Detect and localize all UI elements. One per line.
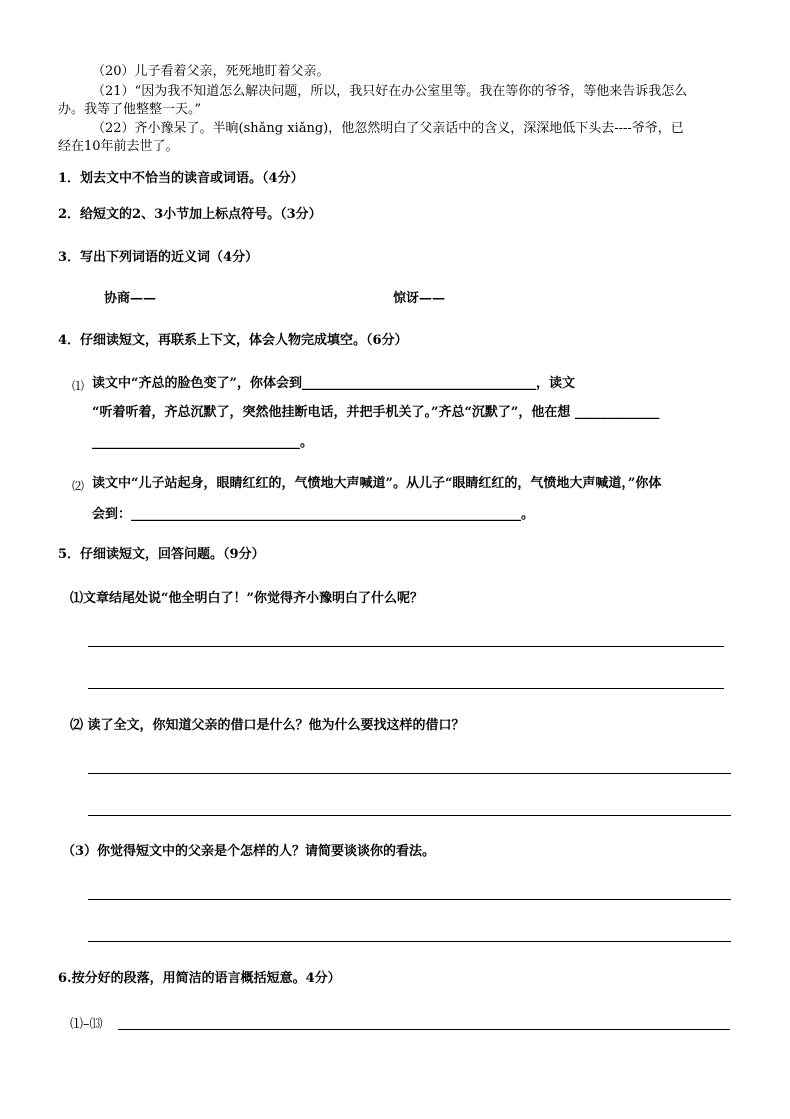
- question-2: 2．给短文的2、3小节加上标点符号。（3分）: [58, 207, 322, 222]
- q4-1-line-3[interactable]: ________________________________。: [92, 435, 314, 450]
- q4-2-line-2[interactable]: 会到：____________________________________________________________。: [92, 507, 535, 522]
- synonym-item-1[interactable]: 协商——: [104, 291, 157, 306]
- answer-line[interactable]: [88, 646, 724, 647]
- answer-line[interactable]: [88, 688, 724, 689]
- passage-paragraph-21: （21）“因为我不知道怎么解决问题，所以，我只好在办公室里等。我在等你的爷爷，等他来告诉我怎么: [92, 84, 688, 99]
- q4-1-line-2[interactable]: “听着听着，齐总沉默了，突然他挂断电话，并把手机关了。”齐总“沉默了”，他在想 _____________: [92, 405, 660, 420]
- synonym-item-2[interactable]: 惊讶——: [393, 291, 446, 306]
- q6-sub-1-label: ⑴–⒀: [70, 1017, 103, 1032]
- q4-1-line-1[interactable]: 读文中“齐总的脸色变了”，你体会到____________________________________，读文: [92, 376, 575, 391]
- answer-line[interactable]: [88, 773, 731, 774]
- question-4: 4．仔细读短文，再联系上下文，体会人物完成填空。（6分）: [58, 333, 408, 348]
- sub-question-number: ⑴: [72, 379, 85, 393]
- question-5: 5．仔细读短文，回答问题。（9分）: [58, 547, 265, 562]
- answer-line[interactable]: [88, 815, 731, 816]
- answer-line[interactable]: [88, 899, 731, 900]
- question-3: 3．写出下列词语的近义词（4分）: [58, 250, 259, 265]
- passage-paragraph-22: （22）齐小豫呆了。半晌(shǎng xiǎng)，他忽然明白了父亲话中的含义，深深地低下头去----爷爷，已: [92, 121, 684, 136]
- q5-sub-3: （3）你觉得短文中的父亲是个怎样的人？请简要谈谈你的看法。: [62, 844, 436, 859]
- q5-sub-2: ⑵ 读了全文，你知道父亲的借口是什么？他为什么要找这样的借口？: [70, 718, 465, 733]
- passage-paragraph-20: （20）儿子看着父亲，死死地盯着父亲。: [92, 64, 330, 79]
- q5-sub-1: ⑴文章结尾处说“他全明白了！”你觉得齐小豫明白了什么呢？: [70, 591, 423, 606]
- sub-question-number: ⑵: [72, 479, 85, 493]
- passage-paragraph-22-cont: 经在10年前去世了。: [58, 139, 179, 154]
- q4-2-line-1[interactable]: 读文中“儿子站起身，眼睛红红的，气愤地大声喊道”。从儿子“眼睛红红的，气愤地大声喊道，”你体: [92, 476, 662, 491]
- passage-paragraph-21-cont: 办。我等了他整整一天。”: [58, 102, 202, 117]
- answer-line[interactable]: [88, 941, 731, 942]
- question-6: 6.按分好的段落，用简洁的语言概括短意。4分）: [58, 971, 341, 986]
- question-1: 1．划去文中不恰当的读音或词语。（4分）: [58, 171, 304, 186]
- answer-line[interactable]: [118, 1029, 730, 1030]
